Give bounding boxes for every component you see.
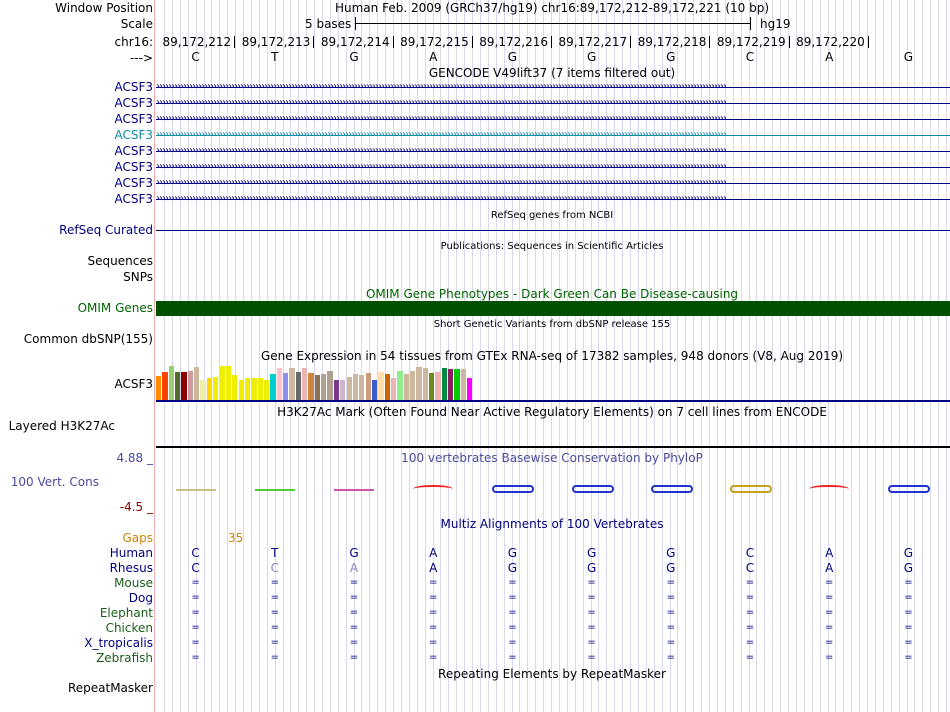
alignment-base: = bbox=[587, 577, 596, 588]
gencode-gene-feature[interactable] bbox=[156, 192, 950, 206]
conservation-label[interactable]: 100 Vert. Cons bbox=[10, 475, 99, 489]
species-label[interactable]: Mouse bbox=[114, 576, 153, 590]
gtex-tissue-bar[interactable] bbox=[289, 368, 294, 400]
base-letter: C bbox=[191, 50, 200, 64]
position-tick bbox=[313, 36, 314, 48]
gencode-gene-label[interactable]: ACSF3 bbox=[114, 144, 153, 158]
alignment-base: = bbox=[270, 607, 279, 618]
alignment-base: = bbox=[824, 577, 834, 588]
alignment-base: A bbox=[429, 546, 438, 560]
gtex-tissue-bar[interactable] bbox=[366, 373, 371, 400]
conservation-title: 100 vertebrates Basewise Conservation by PhyloP bbox=[401, 451, 703, 465]
species-label[interactable]: Rhesus bbox=[109, 561, 153, 575]
gtex-tissue-bar[interactable] bbox=[372, 380, 377, 400]
alignment-base: G bbox=[903, 561, 914, 575]
position-tick bbox=[789, 36, 790, 48]
alignment-base: = bbox=[508, 652, 517, 663]
position-tick-label: 89,172,216 bbox=[479, 35, 548, 49]
alignment-base: = bbox=[745, 652, 755, 663]
position-tick bbox=[868, 36, 869, 48]
dbsnp-label[interactable]: Common dbSNP(155) bbox=[23, 332, 153, 346]
alignment-base: = bbox=[904, 622, 913, 633]
gtex-tissue-bar[interactable] bbox=[353, 374, 358, 400]
publications-label-sequences[interactable]: Sequences bbox=[87, 254, 153, 268]
alignment-base: = bbox=[191, 592, 200, 603]
gencode-gene-feature[interactable] bbox=[156, 96, 950, 110]
h3k27ac-baseline bbox=[156, 446, 950, 448]
alignment-base: = bbox=[270, 577, 279, 588]
position-tick-label: 89,172,218 bbox=[637, 35, 707, 49]
gtex-tissue-bar[interactable] bbox=[239, 380, 244, 400]
multiz-title: Multiz Alignments of 100 Vertebrates bbox=[440, 517, 664, 531]
gtex-tissue-bar[interactable] bbox=[448, 369, 453, 400]
alignment-base: = bbox=[824, 652, 834, 663]
gencode-title: GENCODE V49lift37 (7 items filtered out) bbox=[428, 66, 676, 80]
scale-bar-right-tick bbox=[750, 17, 751, 30]
base-letter: G bbox=[666, 50, 676, 64]
phylop-glyph bbox=[651, 485, 693, 493]
refseq-gene-line[interactable] bbox=[156, 230, 950, 231]
gtex-tissue-bar[interactable] bbox=[315, 375, 320, 400]
window-position-value[interactable]: Human Feb. 2009 (GRCh37/hg19) chr16:89,172,212-89,172,221 (10 bp) bbox=[334, 1, 770, 15]
alignment-base: G bbox=[507, 546, 518, 560]
position-tick-label: 89,172,219 bbox=[716, 35, 786, 49]
scale-label: Scale bbox=[120, 17, 153, 31]
alignment-base: A bbox=[825, 561, 834, 575]
species-label[interactable]: Zebrafish bbox=[96, 651, 153, 665]
position-tick bbox=[709, 36, 710, 48]
base-letter: A bbox=[825, 50, 834, 64]
base-letter: G bbox=[507, 50, 518, 64]
alignment-base: G bbox=[666, 546, 676, 560]
alignment-base: G bbox=[586, 561, 597, 575]
alignment-base: G bbox=[349, 546, 359, 560]
alignment-base: = bbox=[428, 577, 438, 588]
gencode-gene-feature[interactable] bbox=[156, 176, 950, 190]
gtex-tissue-bar[interactable] bbox=[245, 378, 250, 400]
gencode-gene-feature[interactable] bbox=[156, 128, 950, 142]
gtex-tissue-bar[interactable] bbox=[308, 373, 313, 400]
base-letter: G bbox=[903, 50, 914, 64]
gtex-tissue-bar[interactable] bbox=[347, 377, 352, 400]
position-tick bbox=[472, 36, 473, 48]
alignment-base: G bbox=[666, 561, 676, 575]
gtex-tissue-bar[interactable] bbox=[207, 378, 212, 400]
alignment-base: = bbox=[428, 652, 438, 663]
gencode-gene-label[interactable]: ACSF3 bbox=[114, 96, 153, 110]
dbsnp-title: Short Genetic Variants from dbSNP release 155 bbox=[433, 319, 671, 330]
alignment-base: = bbox=[824, 622, 834, 633]
scale-assembly: hg19 bbox=[760, 17, 791, 31]
alignment-base: G bbox=[586, 546, 597, 560]
position-tick bbox=[630, 36, 631, 48]
gtex-tissue-bar[interactable] bbox=[194, 367, 199, 400]
phylop-glyph bbox=[176, 489, 216, 491]
gencode-gene-label[interactable]: ACSF3 bbox=[114, 176, 153, 190]
strand-arrows: ›››››››››››››››››››››››››››››››››››››››››››››››››››››››››››››››››››››››››››››››››››››››››››››››››››››››››››››››››››››››››››››››››››››››››››››››››››››››››››››››››››››››››››››››››››››››››››››› bbox=[156, 193, 726, 204]
phylop-glyph bbox=[334, 489, 374, 491]
gtex-tissue-bar[interactable] bbox=[200, 380, 205, 400]
gtex-bar-chart[interactable] bbox=[156, 364, 576, 400]
alignment-base: = bbox=[666, 592, 675, 603]
alignment-base: = bbox=[587, 652, 596, 663]
phylop-glyph bbox=[809, 485, 849, 493]
publications-label-snps[interactable]: SNPs bbox=[123, 270, 153, 284]
species-label[interactable]: X_tropicalis bbox=[84, 636, 153, 650]
alignment-base: = bbox=[428, 607, 438, 618]
strand-arrows: ›››››››››››››››››››››››››››››››››››››››››››››››››››››››››››››››››››››››››››››››››››››››››››››››››››››››››››››››››››››››››››››››››››››››››››››››››››››››››››››››››››››››››››››››››››››››››››››› bbox=[156, 81, 726, 92]
position-tick-label: 89,172,220 bbox=[796, 35, 865, 49]
position-tick-label: 89,172,215 bbox=[400, 35, 469, 49]
position-tick-label: 89,172,212 bbox=[162, 35, 232, 49]
gencode-gene-label[interactable]: ACSF3 bbox=[114, 160, 153, 174]
gtex-tissue-bar[interactable] bbox=[359, 375, 364, 400]
alignment-base: = bbox=[428, 637, 438, 648]
position-tick bbox=[551, 36, 552, 48]
gencode-gene-feature[interactable] bbox=[156, 160, 950, 174]
gencode-gene-label[interactable]: ACSF3 bbox=[114, 112, 153, 126]
base-letter: G bbox=[586, 50, 597, 64]
phylop-glyph bbox=[730, 485, 772, 493]
gtex-tissue-bar[interactable] bbox=[156, 376, 161, 400]
position-tick-label: 89,172,213 bbox=[241, 35, 311, 49]
gtex-title: Gene Expression in 54 tissues from GTEx RNA-seq of 17382 samples, 948 donors (V8, Aug 2019) bbox=[260, 349, 844, 363]
alignment-base: = bbox=[349, 577, 359, 588]
gtex-tissue-bar[interactable] bbox=[302, 368, 307, 400]
repeatmasker-label[interactable]: RepeatMasker bbox=[67, 681, 153, 695]
gtex-tissue-bar[interactable] bbox=[181, 372, 186, 400]
chrom-label: chr16: bbox=[114, 35, 153, 49]
alignment-base: = bbox=[270, 592, 279, 603]
alignment-base: = bbox=[587, 637, 596, 648]
gtex-tissue-bar[interactable] bbox=[429, 373, 434, 400]
gtex-label[interactable]: ACSF3 bbox=[114, 377, 153, 391]
gtex-tissue-bar[interactable] bbox=[340, 380, 345, 400]
alignment-base: A bbox=[825, 546, 834, 560]
gtex-tissue-bar[interactable] bbox=[327, 371, 332, 400]
alignment-base: = bbox=[349, 637, 359, 648]
alignment-base: = bbox=[191, 607, 200, 618]
scale-value: 5 bases bbox=[305, 17, 352, 31]
alignment-base: = bbox=[904, 607, 913, 618]
omim-title: OMIM Gene Phenotypes - Dark Green Can Be Disease-causing bbox=[365, 287, 739, 301]
gtex-baseline bbox=[156, 400, 950, 402]
alignment-base: = bbox=[191, 622, 200, 633]
conservation-min-label: -4.5 _ bbox=[119, 500, 153, 514]
alignment-base: = bbox=[904, 577, 913, 588]
alignment-base: C bbox=[745, 561, 755, 575]
h3k27ac-label[interactable]: Layered H3K27Ac bbox=[8, 419, 115, 433]
gtex-tissue-bar[interactable] bbox=[226, 366, 231, 400]
alignment-base: C bbox=[191, 561, 200, 575]
alignment-base: = bbox=[508, 622, 517, 633]
gtex-tissue-bar[interactable] bbox=[454, 369, 459, 400]
gtex-tissue-bar[interactable] bbox=[334, 380, 339, 400]
scale-bar bbox=[355, 23, 751, 24]
label-margin-divider bbox=[154, 0, 155, 712]
scale-bar-left-tick bbox=[355, 17, 356, 30]
gtex-tissue-bar[interactable] bbox=[410, 371, 415, 400]
alignment-base: = bbox=[349, 592, 359, 603]
gtex-tissue-bar[interactable] bbox=[435, 372, 440, 400]
gtex-tissue-bar[interactable] bbox=[404, 374, 409, 400]
gtex-tissue-bar[interactable] bbox=[251, 378, 256, 400]
gtex-tissue-bar[interactable] bbox=[321, 374, 326, 400]
alignment-base: = bbox=[904, 592, 913, 603]
strand-arrows: ›››››››››››››››››››››››››››››››››››››››››››››››››››››››››››››››››››››››››››››››››››››››››››››››››››››››››››››››››››››››››››››››››››››››››››››››››››››››››››››››››››››››››››››››››››››››››››››› bbox=[156, 145, 726, 156]
species-label[interactable]: Human bbox=[109, 546, 153, 560]
gencode-gene-label[interactable]: ACSF3 bbox=[114, 80, 153, 94]
phylop-glyph bbox=[888, 485, 930, 493]
gtex-tissue-bar[interactable] bbox=[220, 366, 225, 400]
alignment-base: = bbox=[745, 637, 755, 648]
position-tick bbox=[234, 36, 235, 48]
alignment-base: = bbox=[508, 577, 517, 588]
gtex-tissue-bar[interactable] bbox=[423, 368, 428, 400]
gaps-value: 35 bbox=[228, 531, 244, 545]
strand-arrows: ›››››››››››››››››››››››››››››››››››››››››››››››››››››››››››››››››››››››››››››››››››››››››››››››››››››››››››››››››››››››››››››››››››››››››››››››››››››››››››››››››››››››››››››››››››››››››››››› bbox=[156, 113, 726, 124]
species-label[interactable]: Elephant bbox=[99, 606, 153, 620]
gencode-gene-feature[interactable] bbox=[156, 112, 950, 126]
base-letter: G bbox=[349, 50, 359, 64]
alignment-base: = bbox=[824, 592, 834, 603]
gtex-tissue-bar[interactable] bbox=[169, 366, 174, 400]
alignment-base: = bbox=[349, 607, 359, 618]
alignment-base: G bbox=[903, 546, 914, 560]
phylop-glyph bbox=[413, 485, 453, 493]
alignment-base: G bbox=[507, 561, 518, 575]
alignment-base: = bbox=[508, 592, 517, 603]
omim-label[interactable]: OMIM Genes bbox=[77, 301, 153, 315]
repeatmasker-title: Repeating Elements by RepeatMasker bbox=[438, 667, 666, 681]
gtex-tissue-bar[interactable] bbox=[378, 372, 383, 400]
gencode-gene-feature[interactable] bbox=[156, 144, 950, 158]
alignment-base: = bbox=[428, 622, 438, 633]
gaps-label: Gaps bbox=[122, 531, 153, 545]
alignment-base: = bbox=[745, 577, 755, 588]
gtex-tissue-bar[interactable] bbox=[277, 368, 282, 400]
alignment-base: C bbox=[270, 561, 279, 575]
alignment-base: = bbox=[745, 592, 755, 603]
strand-arrows: ›››››››››››››››››››››››››››››››››››››››››››››››››››››››››››››››››››››››››››››››››››››››››››››››››››››››››››››››››››››››››››››››››››››››››››››››››››››››››››››››››››››››››››››››››››››››››››››› bbox=[156, 97, 726, 108]
gtex-tissue-bar[interactable] bbox=[461, 369, 466, 400]
alignment-base: A bbox=[349, 561, 359, 575]
gtex-tissue-bar[interactable] bbox=[283, 373, 288, 400]
alignment-base: = bbox=[191, 577, 200, 588]
position-tick-label: 89,172,214 bbox=[320, 35, 390, 49]
alignment-base: T bbox=[271, 546, 279, 560]
omim-feature-bar[interactable] bbox=[156, 301, 950, 316]
alignment-base: = bbox=[824, 607, 834, 618]
alignment-base: = bbox=[587, 622, 596, 633]
alignment-base: = bbox=[666, 652, 675, 663]
alignment-base: = bbox=[270, 637, 279, 648]
refseq-title: RefSeq genes from NCBI bbox=[490, 210, 614, 221]
gencode-gene-label[interactable]: ACSF3 bbox=[114, 192, 153, 206]
alignment-base: A bbox=[429, 561, 438, 575]
alignment-base: = bbox=[904, 637, 913, 648]
alignment-base: = bbox=[191, 637, 200, 648]
alignment-base: C bbox=[745, 546, 755, 560]
gtex-tissue-bar[interactable] bbox=[391, 378, 396, 400]
alignment-base: = bbox=[508, 607, 517, 618]
gtex-tissue-bar[interactable] bbox=[385, 374, 390, 400]
position-tick-label: 89,172,217 bbox=[558, 35, 628, 49]
base-letter: C bbox=[745, 50, 755, 64]
gtex-tissue-bar[interactable] bbox=[232, 375, 237, 400]
alignment-base: = bbox=[666, 577, 675, 588]
strand-label: ---> bbox=[129, 51, 153, 65]
alignment-base: = bbox=[666, 622, 675, 633]
conservation-max-label: 4.88 _ bbox=[116, 451, 153, 465]
alignment-base: = bbox=[666, 637, 675, 648]
gencode-gene-feature[interactable] bbox=[156, 80, 950, 94]
gtex-tissue-bar[interactable] bbox=[397, 371, 402, 400]
gtex-tissue-bar[interactable] bbox=[162, 372, 167, 400]
h3k27ac-title: H3K27Ac Mark (Often Found Near Active Regulatory Elements) on 7 cell lines from ENCODE bbox=[277, 405, 827, 419]
alignment-base: = bbox=[270, 652, 279, 663]
strand-arrows: ›››››››››››››››››››››››››››››››››››››››››››››››››››››››››››››››››››››››››››››››››››››››››››››››››››››››››››››››››››››››››››››››››››››››››››››››››››››››››››››››››››››››››››››››››››››››››››››› bbox=[156, 161, 726, 172]
alignment-base: = bbox=[508, 637, 517, 648]
strand-arrows: ›››››››››››››››››››››››››››››››››››››››››››››››››››››››››››››››››››››››››››››››››››››››››››››››››››››››››››››››››››››››››››››››››››››››››››››››››››››››››››››››››››››››››››››››››››››››››››››› bbox=[156, 177, 726, 188]
alignment-base: = bbox=[428, 592, 438, 603]
alignment-base: = bbox=[587, 592, 596, 603]
gtex-tissue-bar[interactable] bbox=[416, 367, 421, 400]
alignment-base: = bbox=[745, 607, 755, 618]
gtex-tissue-bar[interactable] bbox=[467, 378, 472, 400]
species-label[interactable]: Chicken bbox=[105, 621, 153, 635]
gtex-tissue-bar[interactable] bbox=[175, 372, 180, 400]
gencode-gene-label[interactable]: ACSF3 bbox=[114, 128, 153, 142]
alignment-base: = bbox=[666, 607, 675, 618]
species-label[interactable]: Dog bbox=[128, 591, 153, 605]
publications-title: Publications: Sequences in Scientific Articles bbox=[440, 241, 664, 252]
base-letter: A bbox=[429, 50, 438, 64]
strand-arrows: ›››››››››››››››››››››››››››››››››››››››››››››››››››››››››››››››››››››››››››››››››››››››››››››››››››››››››››››››››››››››››››››››››››››››››››››››››››››››››››››››››››››››››››››››››››››››››››››› bbox=[156, 129, 726, 140]
alignment-base: = bbox=[191, 652, 200, 663]
phylop-glyph bbox=[572, 485, 614, 493]
alignment-base: C bbox=[191, 546, 200, 560]
phylop-glyph bbox=[492, 485, 534, 493]
gtex-tissue-bar[interactable] bbox=[442, 368, 447, 400]
gtex-tissue-bar[interactable] bbox=[296, 372, 301, 400]
alignment-base: = bbox=[349, 622, 359, 633]
alignment-base: = bbox=[745, 622, 755, 633]
position-tick bbox=[393, 36, 394, 48]
alignment-base: = bbox=[824, 637, 834, 648]
alignment-base: = bbox=[587, 607, 596, 618]
gtex-tissue-bar[interactable] bbox=[258, 378, 263, 400]
gtex-tissue-bar[interactable] bbox=[270, 374, 275, 400]
gtex-tissue-bar[interactable] bbox=[188, 371, 193, 400]
alignment-base: = bbox=[270, 622, 279, 633]
window-position-label: Window Position bbox=[55, 1, 153, 15]
gtex-tissue-bar[interactable] bbox=[213, 377, 218, 400]
gtex-tissue-bar[interactable] bbox=[264, 380, 269, 400]
alignment-base: = bbox=[904, 652, 913, 663]
refseq-label[interactable]: RefSeq Curated bbox=[59, 223, 153, 237]
base-letter: T bbox=[271, 50, 279, 64]
alignment-base: = bbox=[349, 652, 359, 663]
phylop-glyph bbox=[255, 489, 295, 491]
